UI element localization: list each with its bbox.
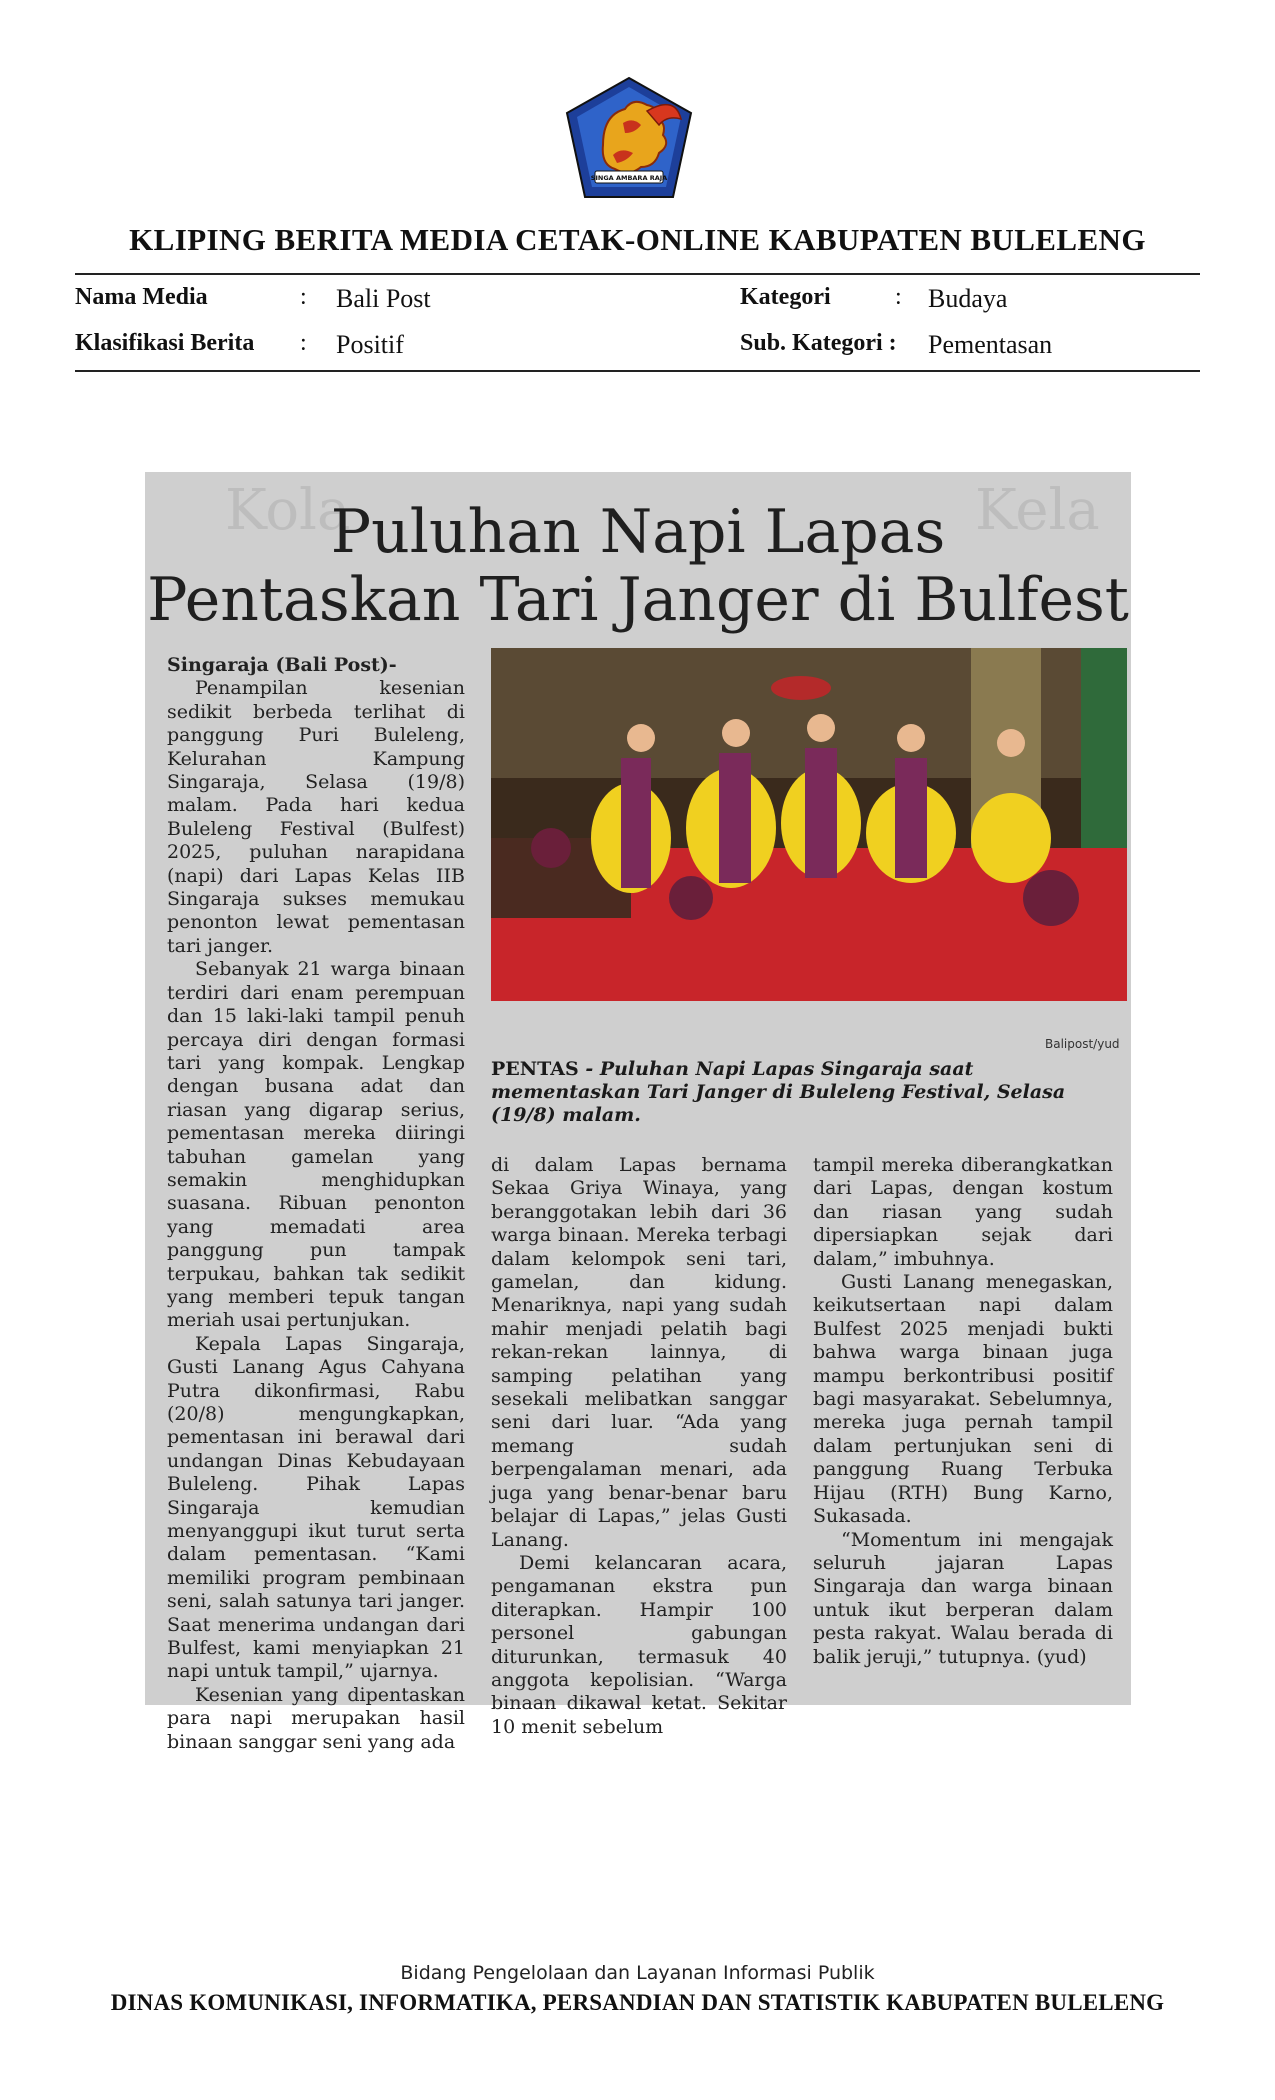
footer-agency: DINAS KOMUNIKASI, INFORMATIKA, PERSANDIAN DAN STATISTIK KABUPATEN BULELENG xyxy=(110,1990,1165,2015)
dateline: Singaraja (Bali Post)- xyxy=(167,654,397,676)
paragraph: Kepala Lapas Singaraja, Gusti Lanang Agus Cahyana Putra dikonfirmasi, Rabu (20/8) mengungkapkan, pementasan ini berawal dari undangan Dinas Kebudayaan Buleleng. Pihak Lapas Singaraja kemudian menyanggupi ikut turut serta dalam pementasan. “Kami memiliki program pembinaan seni, salah satunya tari janger. Saat menerima undangan dari Bulfest, kami menyiapkan 21 napi untuk tampil,” ujarnya. xyxy=(167,1332,465,1683)
kategori-label: Kategori xyxy=(740,284,831,310)
nama-media-label: Nama Media xyxy=(75,284,208,310)
caption-text: - Puluhan Napi Lapas Singaraja saat mementaskan Tari Janger di Buleleng Festival, Selasa (19/8) malam. xyxy=(491,1058,1066,1126)
paragraph: di dalam Lapas bernama Sekaa Griya Winaya, yang beranggotakan lebih dari 36 warga binaan. Mereka terbagi dalam kelompok seni tari, gamelan, dan kidung. Menariknya, napi yang sudah mahir menjadi pelatih bagi rekan-rekan lainnya, di samping pelatihan yang sesekali melibatkan sanggar seni dari luar. “Ada yang memang sudah berpengalaman menari, ada juga yang benar-benar baru belajar di Lapas,” jelas Gusti Lanang. xyxy=(491,1154,787,1551)
headline-line-1: Puluhan Napi Lapas xyxy=(330,497,946,567)
footer-unit: Bidang Pengelolaan dan Layanan Informasi Publik xyxy=(400,1962,875,1984)
article-column-2 xyxy=(491,1154,787,1739)
document-title: KLIPING BERITA MEDIA CETAK-ONLINE KABUPATEN BULELENG xyxy=(129,222,1146,257)
paragraph: “Momentum ini mengajak seluruh jajaran Lapas Singaraja dan warga binaan untuk ikut berperan dalam pesta rakyat. Walau berada di balik jeruji,” tutupnya. (yud) xyxy=(813,1528,1113,1668)
newspaper-clipping xyxy=(145,472,1131,1753)
dance-performance-photo xyxy=(491,648,1127,1001)
article-column-1 xyxy=(167,654,465,1754)
nama-media-value: Bali Post xyxy=(336,284,431,313)
bleed-through-text: Kela xyxy=(975,478,1100,543)
article-column-3 xyxy=(813,1154,1113,1669)
paragraph: Penampilan kesenian sedikit berbeda terlihat di panggung Puri Buleleng, Kelurahan Kampung Singaraja, Selasa (19/8) malam. Pada hari kedua Buleleng Festival (Bulfest) 2025, puluhan narapidana (napi) dari Lapas Kelas IIB Singaraja sukses memukau penonton lewat pementasan tari janger. xyxy=(167,677,465,957)
caption-label: PENTAS xyxy=(491,1058,579,1080)
header-rule-top xyxy=(75,273,1200,275)
paragraph: Gusti Lanang menegaskan, keikutsertaan napi dalam Bulfest 2025 menjadi bukti bahwa warga binaan juga mampu berkontribusi positif bagi masyarakat. Sebelumnya, mereka juga pernah tampil dalam pertunjukan seni di panggung Ruang Terbuka Hijau (RTH) Bung Karno, Sukasada. xyxy=(813,1271,1113,1528)
nama-media-colon: : xyxy=(300,284,307,310)
buleleng-crest-icon xyxy=(563,75,695,201)
sub-kategori-value: Pementasan xyxy=(928,330,1053,359)
klasifikasi-label: Klasifikasi Berita xyxy=(75,330,255,356)
header-rule-bottom xyxy=(75,370,1200,372)
photo-caption xyxy=(491,1058,1123,1127)
bleed-through-text: Kola xyxy=(225,478,351,543)
paragraph: tampil mereka diberangkatkan dari Lapas, dengan kostum dan riasan yang sudah dipersiapkan sejak dari dalam,” imbuhnya. xyxy=(813,1154,1113,1270)
paragraph: Kesenian yang dipentaskan para napi merupakan hasil binaan sanggar seni yang ada xyxy=(167,1683,465,1753)
paragraph: Demi kelancaran acara, pengamanan ekstra pun diterapkan. Hampir 100 personel gabungan diturunkan, termasuk 40 anggota kepolisian. “Warga binaan dikawal ketat. Sekitar 10 menit sebelum xyxy=(491,1551,787,1738)
sub-kategori-label: Sub. Kategori : xyxy=(740,330,897,356)
headline-line-2: Pentaskan Tari Janger di Bulfest xyxy=(147,565,1129,635)
kategori-value: Budaya xyxy=(928,284,1008,313)
klasifikasi-colon: : xyxy=(300,330,307,356)
kategori-colon: : xyxy=(895,284,902,310)
paragraph: Sebanyak 21 warga binaan terdiri dari enam perempuan dan 15 laki-laki tampil penuh percaya diri dengan formasi tari yang kompak. Lengkap dengan busana adat dan riasan yang digarap serius, pementasan mereka diiringi tabuhan gamelan yang semakin menghidupkan suasana. Ribuan penonton yang memadati area panggung pun tampak terpukau, bahkan tak sedikit yang memberi tepuk tangan meriah usai pertunjukan. xyxy=(167,958,465,1332)
logo-motto: SINGA AMBARA RAJA xyxy=(590,174,668,182)
klasifikasi-value: Positif xyxy=(336,330,404,359)
photo-credit: Balipost/yud xyxy=(1045,1037,1120,1051)
